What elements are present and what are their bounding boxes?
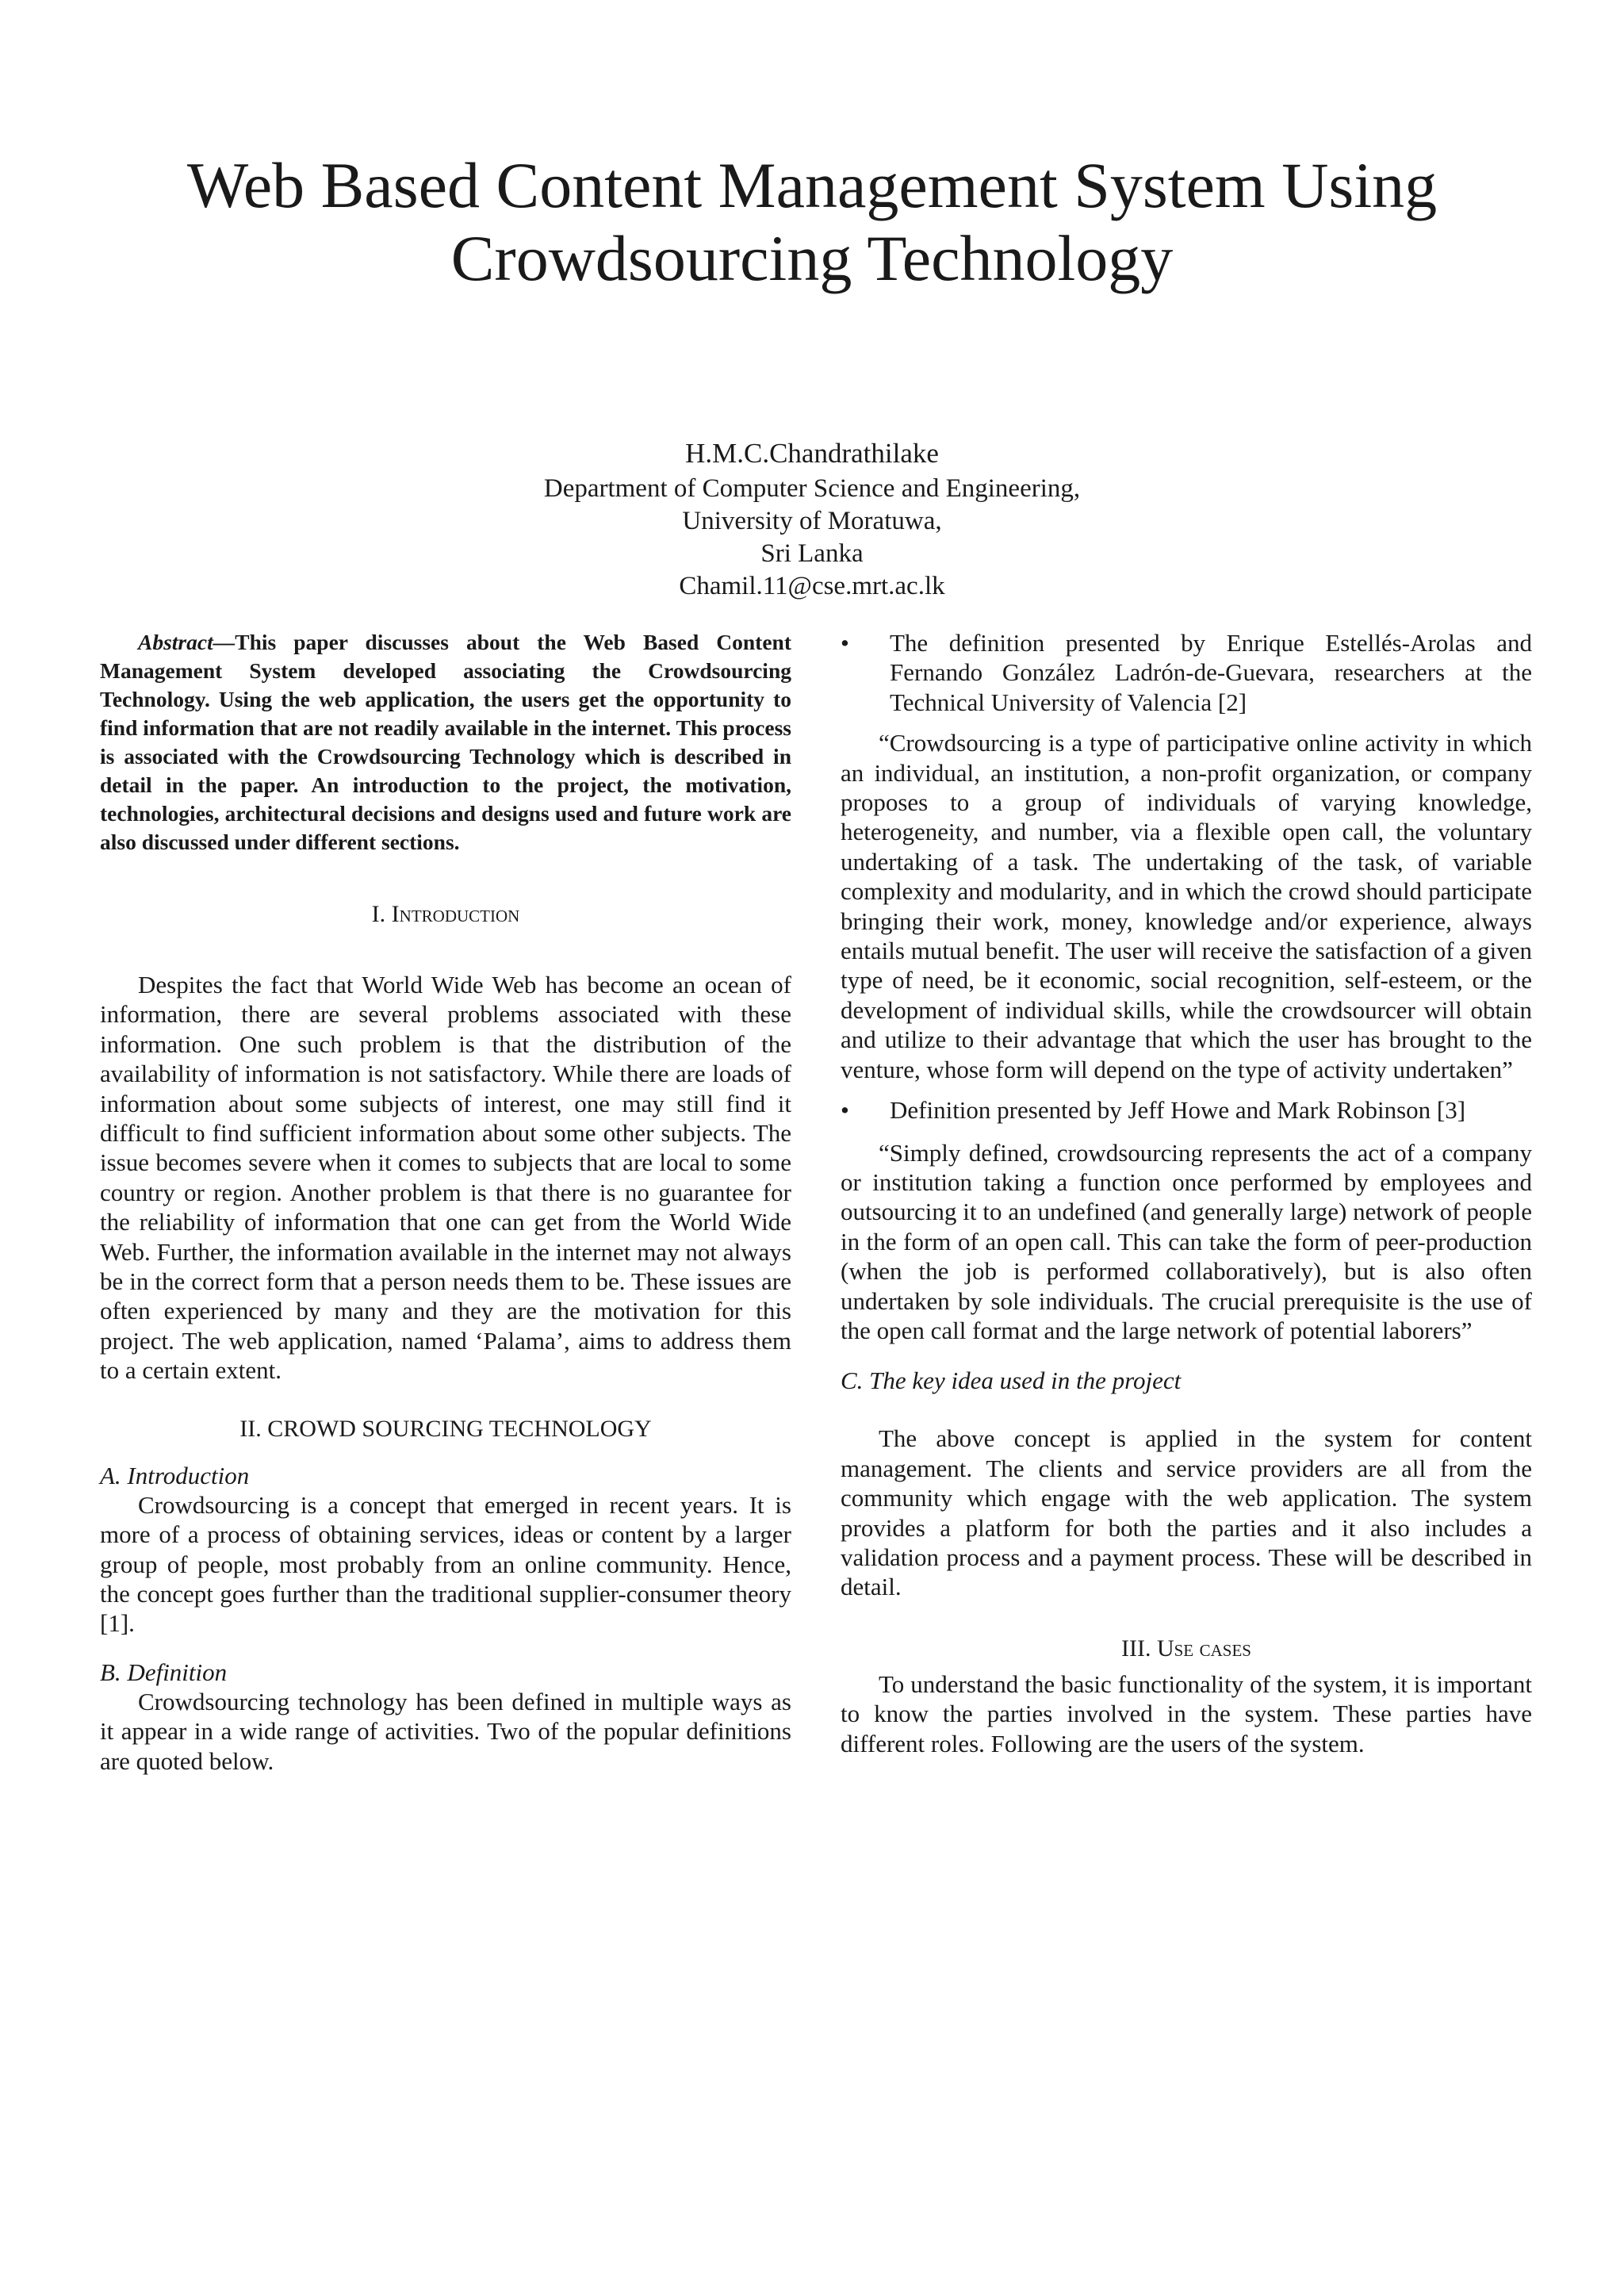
section-heading-use-cases: III. Use cases bbox=[1120, 1635, 1251, 1662]
bullet-dot: • bbox=[841, 1096, 849, 1125]
bullet-dot: • bbox=[841, 629, 849, 657]
abstract-text: This paper discusses about the Web Based Content Management System developed associating the Crowdsourcing Technology. Using the web application, the users get the opportunity to find information that are not readily available in the internet. This process is associated with the Crowdsourcing Technology which is described in detail in the paper. An introduction to the project, the motivation, technologies, architectural decisions and designs used and future work are also discussed under different sections. bbox=[100, 630, 791, 854]
bullet-1-text: The definition presented by Enrique Estellés-Arolas and Fernando González Ladrón-de-Guevara, researchers at the Technical University of Valencia [2] bbox=[890, 629, 1532, 716]
abstract bbox=[100, 628, 791, 857]
subsection-heading-key-idea: C. The key idea used in the project bbox=[841, 1366, 1182, 1395]
paper-title-line-1: Web Based Content Management System Using bbox=[186, 149, 1438, 221]
subsection-heading-definition: B. Definition bbox=[100, 1658, 228, 1686]
subsection-introduction-paragraph: Crowdsourcing is a concept that emerged in recent years. It is more of a process of obtaining services, ideas or content by a larger group of people, most probably from an online community. Hence, the concept goes further than the traditional supplier-consumer theory [1]. bbox=[100, 1490, 791, 1638]
author-email: Chamil.11@cse.mrt.ac.lk bbox=[679, 572, 945, 600]
paper-title bbox=[119, 149, 1505, 295]
section-heading-introduction: I. Introduction bbox=[371, 901, 520, 927]
section-heading-crowd-sourcing: II. CROWD SOURCING TECHNOLOGY bbox=[239, 1415, 652, 1442]
left-column bbox=[100, 628, 791, 1776]
definition-bullet-1 bbox=[841, 628, 1532, 717]
introduction-paragraph: Despites the fact that World Wide Web has become an ocean of information, there are several problems associated with these information. One such problem is that the distribution of the availability of information is not satisfactory. While there are loads of information about some subjects of interest, one may still find it difficult to find sufficient information about some other subjects. The issue becomes severe when it comes to subjects that are local to some country or region. Another problem is that there is no guarantee for the reliability of information that one can get from the World Wide Web. Further, the information available in the internet may not always be in the correct form that a person needs them to be. These issues are often experienced by many and they are the motivation for this project. The web application, named ‘Palama’, aims to address them to a certain extent. bbox=[100, 971, 791, 1385]
author-name: H.M.C.Chandrathilake bbox=[685, 438, 939, 469]
key-idea-paragraph: The above concept is applied in the system for content management. The clients and service providers are all from the community which engage with the web application. The system provides a platform for both the parties and it also includes a validation process and a payment process. These will be described in detail. bbox=[841, 1424, 1532, 1601]
definition-quote-2: “Simply defined, crowdsourcing represents the act of a company or institution taking a function once performed by employees and outsourcing it to an undefined (and generally large) network of people in the form of an open call. This can take the form of peer-production (when the job is performed collaboratively), but is also often undertaken by sole individuals. The crucial prerequisite is the use of the open call format and the large network of potential laborers” bbox=[841, 1138, 1532, 1344]
subsection-definition-paragraph: Crowdsourcing technology has been defined in multiple ways as it appear in a wide range of activities. Two of the popular definitions are quoted below. bbox=[100, 1687, 791, 1775]
definition-quote-1: “Crowdsourcing is a type of participative online activity in which an individual, an institution, a non-profit organization, or company proposes to a group of individuals of varying knowledge, heterogeneity, and number, via a flexible open call, the voluntary undertaking of a task. The undertaking of the task, of variable complexity and modularity, and in which the crowd should participate bringing their work, money, knowledge and/or experience, always entails mutual benefit. The user will receive the satisfaction of a given type of need, be it economic, social recognition, self-esteem, or the development of individual skills, while the crowdsourcer will obtain and utilize to their advantage that which the user has brought to the venture, whose form will depend on the type of activity undertaken” bbox=[841, 729, 1532, 1083]
right-column bbox=[841, 628, 1532, 1758]
abstract-lead: Abstract— bbox=[138, 630, 236, 654]
author-country: Sri Lanka bbox=[760, 539, 864, 568]
paper-title-line-2: Crowdsourcing Technology bbox=[450, 222, 1174, 294]
author-university: University of Moratuwa, bbox=[682, 507, 942, 535]
author-block bbox=[416, 435, 1208, 603]
bullet-2-text: Definition presented by Jeff Howe and Mark Robinson [3] bbox=[890, 1096, 1466, 1125]
subsection-heading-introduction: A. Introduction bbox=[100, 1461, 250, 1489]
use-cases-paragraph: To understand the basic functionality of the system, it is important to know the parties involved in the system. These parties have different roles. Following are the users of the system. bbox=[841, 1669, 1532, 1757]
definition-bullet-2 bbox=[841, 1095, 1532, 1125]
author-department: Department of Computer Science and Engineering, bbox=[543, 474, 1081, 503]
